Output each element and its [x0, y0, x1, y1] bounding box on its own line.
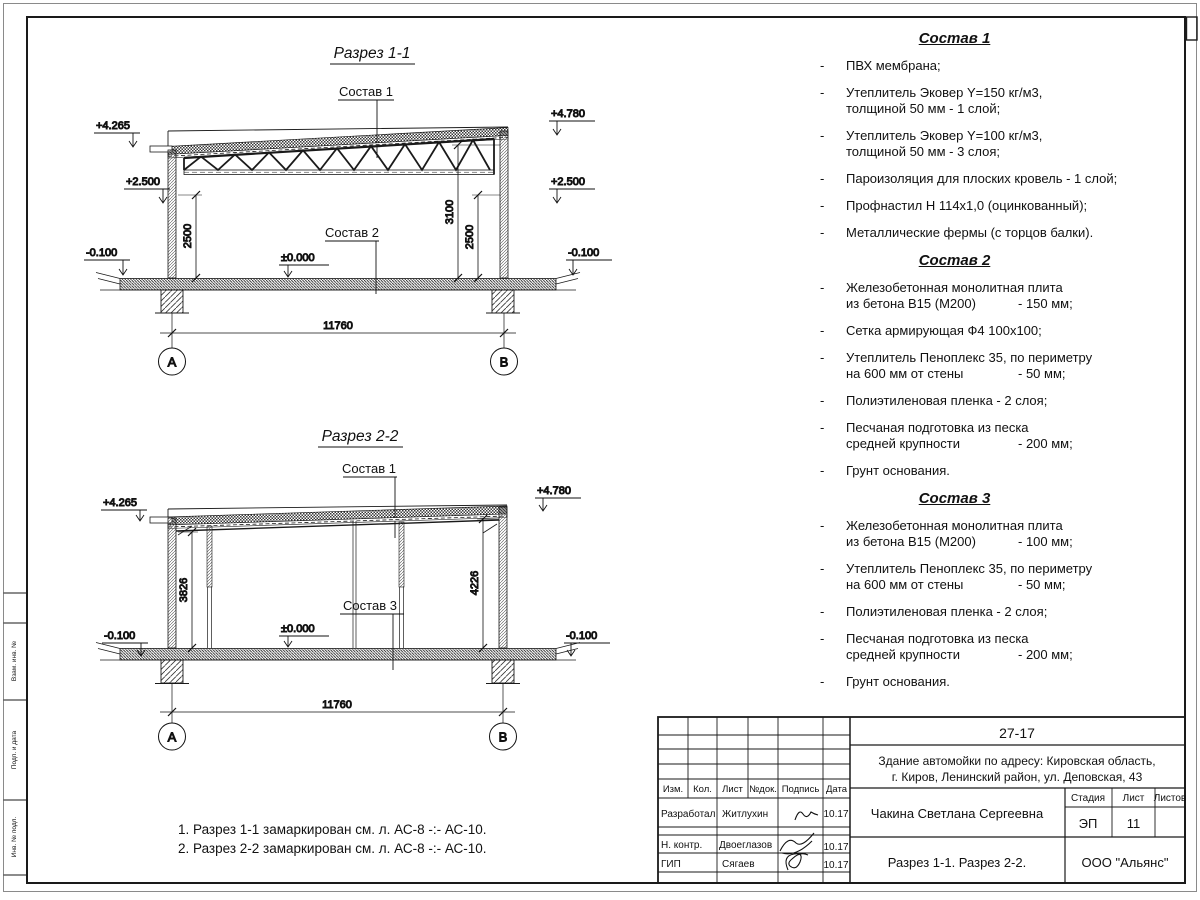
section-2-title: Разрез 2-2	[321, 428, 399, 445]
dim-2500-left	[178, 191, 202, 282]
composition-item	[812, 58, 1152, 74]
item-text: Металлические фермы (с торцов балки).	[846, 225, 1094, 240]
row-role: Н. контр.	[661, 840, 703, 851]
row-date: 10.17	[823, 842, 849, 853]
item-value: - 50 мм;	[1018, 577, 1066, 592]
callout-label: Состав 1	[339, 84, 393, 99]
level-mark	[279, 252, 329, 277]
composition-title: Состав 3	[918, 490, 991, 507]
dim-3826-left	[178, 528, 198, 652]
sheet-value: 11	[1126, 816, 1141, 831]
svg-text:-0.100: -0.100	[104, 630, 136, 642]
svg-text:3100: 3100	[444, 199, 456, 225]
note-line: 2. Разрез 2-2 замаркирован см. л. АС-8 -:- АС-10.	[178, 841, 487, 856]
dim-4226-right	[469, 515, 499, 652]
side-stamp-label: Взам. инв. №	[11, 640, 18, 682]
svg-text:Лист: Лист	[722, 784, 743, 795]
item-dash: -	[820, 128, 825, 143]
composition-title: Состав 2	[918, 252, 991, 269]
level-mark	[535, 485, 581, 511]
level-mark	[84, 247, 130, 275]
level-mark	[549, 108, 595, 135]
floor-structure	[96, 273, 580, 314]
item-value: - 200 мм;	[1018, 436, 1073, 451]
level-mark	[124, 176, 170, 203]
composition-item	[812, 323, 1152, 339]
item-dash: -	[820, 604, 825, 619]
span-dimension	[159, 684, 517, 751]
object-address-line2: г. Киров, Ленинский район, ул. Деповская, 43	[891, 770, 1143, 784]
composition-item	[812, 674, 1152, 690]
svg-text:4226: 4226	[469, 570, 481, 596]
item-text: Утеплитель Эковер Y=100 кг/м3,	[846, 128, 1043, 143]
signature	[795, 812, 818, 820]
side-stamp-label: Инв. № подл.	[11, 816, 18, 858]
item-text: средней крупности	[846, 647, 960, 662]
level-marks	[84, 108, 612, 277]
callout-label: Состав 2	[325, 225, 379, 240]
level-mark	[549, 176, 595, 203]
svg-text:+2.500: +2.500	[126, 176, 160, 188]
composition-item	[812, 393, 1152, 409]
section-1-drawing	[84, 45, 612, 375]
composition-list	[812, 518, 1152, 690]
svg-text:+4.265: +4.265	[96, 120, 130, 132]
svg-text:2500: 2500	[182, 223, 194, 249]
sheets-header: Листов	[1153, 793, 1187, 804]
composition-title: Состав 1	[918, 30, 991, 47]
composition-block-2	[812, 252, 1152, 479]
item-dash: -	[820, 393, 825, 408]
svg-text:+4.780: +4.780	[551, 108, 585, 120]
title-block-headers	[663, 784, 848, 795]
item-text: Профнастил Н 114х1,0 (оцинкованный);	[846, 198, 1088, 213]
composition-item	[812, 128, 1152, 160]
title-block	[658, 717, 1186, 883]
roof-structure	[150, 505, 507, 535]
notes	[178, 820, 487, 858]
composition-item	[812, 420, 1152, 452]
composition-item	[812, 350, 1152, 382]
sheet-header: Лист	[1122, 793, 1145, 804]
composition-item	[812, 85, 1152, 117]
item-text: из бетона В15 (М200)	[846, 534, 976, 549]
item-value: - 100 мм;	[1018, 534, 1073, 549]
doc-number: 27-17	[999, 725, 1035, 741]
item-text: толщиной 50 мм - 1 слой;	[846, 101, 1001, 116]
level-mark	[94, 120, 140, 147]
item-dash: -	[820, 225, 825, 240]
item-text: Пароизоляция для плоских кровель - 1 слой;	[846, 171, 1118, 186]
footing-right	[492, 660, 514, 683]
row-role: Разработал	[661, 809, 716, 820]
svg-text:Изм.: Изм.	[662, 784, 684, 795]
level-mark	[566, 247, 612, 275]
floor-structure	[96, 643, 580, 684]
footing-left	[161, 660, 183, 683]
section-2-drawing	[96, 428, 610, 750]
item-dash: -	[820, 420, 825, 435]
item-text: Песчаная подготовка из песка	[846, 631, 1029, 646]
item-text: Утеплитель Эковер Y=150 кг/м3,	[846, 85, 1043, 100]
svg-text:-0.100: -0.100	[86, 247, 118, 259]
author-name: Чакина Светлана Сергеевна	[870, 806, 1044, 821]
item-dash: -	[820, 561, 825, 576]
composition-item	[812, 198, 1152, 214]
object-address-line1: Здание автомойки по адресу: Кировская область,	[878, 754, 1156, 768]
row-name: Сягаев	[722, 859, 755, 870]
item-dash: -	[820, 463, 825, 478]
svg-text:Дата: Дата	[825, 784, 848, 795]
composition-item	[812, 225, 1152, 241]
item-text: Песчаная подготовка из песка	[846, 420, 1029, 435]
level-mark	[564, 630, 610, 656]
axis-label: А	[167, 354, 177, 370]
wall-right	[500, 131, 508, 278]
side-stamp-label: Подп. и дата	[11, 730, 18, 770]
composition-item	[812, 604, 1152, 620]
item-dash: -	[820, 171, 825, 186]
callout-label: Состав 3	[343, 598, 397, 613]
level-mark	[101, 497, 147, 521]
item-text: Железобетонная монолитная плита	[846, 280, 1063, 295]
item-text: на 600 мм от стены	[846, 366, 964, 381]
stage-value: ЭП	[1078, 816, 1098, 831]
signature-rows	[661, 808, 849, 871]
item-text: Грунт основания.	[846, 463, 950, 478]
note-line: 1. Разрез 1-1 замаркирован см. л. АС-8 -:- АС-10.	[178, 822, 487, 837]
signature	[786, 854, 808, 870]
wall-left	[168, 518, 176, 648]
svg-text:+4.265: +4.265	[103, 497, 137, 509]
row-name: Житлухин	[722, 809, 769, 820]
composition-block-1	[812, 30, 1152, 241]
item-dash: -	[820, 58, 825, 73]
item-dash: -	[820, 674, 825, 689]
span-dim-label: 11760	[323, 320, 353, 332]
composition-item	[812, 463, 1152, 479]
row-role: ГИП	[661, 859, 681, 870]
item-text: Грунт основания.	[846, 674, 950, 689]
item-text: Полиэтиленовая пленка - 2 слоя;	[846, 604, 1048, 619]
company-name: ООО "Альянс"	[1081, 855, 1169, 870]
span-dim-label: 11760	[322, 699, 352, 711]
item-text: на 600 мм от стены	[846, 577, 964, 592]
axis-label: А	[167, 729, 177, 745]
level-mark	[279, 623, 329, 647]
composition-item	[812, 171, 1152, 187]
svg-text:+4.780: +4.780	[537, 485, 571, 497]
composition-item	[812, 518, 1152, 550]
row-name: Двоеглазов	[719, 840, 773, 851]
svg-text:2500: 2500	[464, 224, 476, 250]
svg-text:3826: 3826	[178, 577, 190, 603]
row-date: 10.17	[823, 809, 849, 820]
dim-2500-right	[464, 191, 500, 282]
item-dash: -	[820, 518, 825, 533]
composition-list	[812, 58, 1152, 241]
corner-doc-box	[1187, 17, 1198, 40]
item-text: Утеплитель Пеноплекс 35, по периметру	[846, 561, 1093, 576]
row-date: 10.17	[823, 860, 849, 871]
item-dash: -	[820, 631, 825, 646]
signatures	[780, 812, 818, 870]
item-value: - 200 мм;	[1018, 647, 1073, 662]
item-text: средней крупности	[846, 436, 960, 451]
composition-panel	[812, 22, 1152, 701]
composition-block-3	[812, 490, 1152, 690]
item-value: - 150 мм;	[1018, 296, 1073, 311]
composition-item	[812, 280, 1152, 312]
dim-3100-right	[444, 141, 500, 282]
item-value: - 50 мм;	[1018, 366, 1066, 381]
item-text: Полиэтиленовая пленка - 2 слоя;	[846, 393, 1048, 408]
svg-text:№док.: №док.	[749, 784, 777, 795]
item-text: Железобетонная монолитная плита	[846, 518, 1063, 533]
signature	[780, 833, 814, 854]
item-text: ПВХ мембрана;	[846, 58, 941, 73]
wall-left	[168, 150, 176, 278]
item-dash: -	[820, 85, 825, 100]
svg-text:-0.100: -0.100	[568, 247, 600, 259]
svg-text:Подпись: Подпись	[781, 784, 820, 795]
svg-text:±0.000: ±0.000	[281, 623, 315, 635]
side-stamp-labels	[11, 641, 18, 857]
span-dimension	[159, 313, 518, 375]
composition-item	[812, 561, 1152, 593]
footing-left	[161, 290, 183, 313]
footing-right	[492, 290, 514, 313]
axis-label: В	[499, 354, 509, 370]
callout-sostav-1	[342, 461, 397, 538]
item-dash: -	[820, 280, 825, 295]
roof-structure	[150, 127, 508, 175]
item-text: толщиной 50 мм - 3 слоя;	[846, 144, 1001, 159]
callout-label: Состав 1	[342, 461, 396, 476]
wall-right	[499, 507, 507, 648]
drawing-subject: Разрез 1-1. Разрез 2-2.	[887, 855, 1027, 870]
section-1-title: Разрез 1-1	[333, 45, 411, 62]
item-dash: -	[820, 350, 825, 365]
stage-header: Стадия	[1070, 793, 1106, 804]
composition-list	[812, 280, 1152, 479]
composition-item	[812, 631, 1152, 663]
svg-text:-0.100: -0.100	[566, 630, 598, 642]
item-dash: -	[820, 323, 825, 338]
item-text: из бетона В15 (М200)	[846, 296, 976, 311]
item-dash: -	[820, 198, 825, 213]
svg-text:±0.000: ±0.000	[281, 252, 315, 264]
vertical-dimensions	[178, 515, 499, 652]
item-text: Сетка армирующая Ф4 100х100;	[846, 323, 1042, 338]
axis-label: В	[498, 729, 508, 745]
svg-text:Кол.: Кол.	[693, 784, 712, 795]
svg-text:+2.500: +2.500	[551, 176, 585, 188]
item-text: Утеплитель Пеноплекс 35, по периметру	[846, 350, 1093, 365]
